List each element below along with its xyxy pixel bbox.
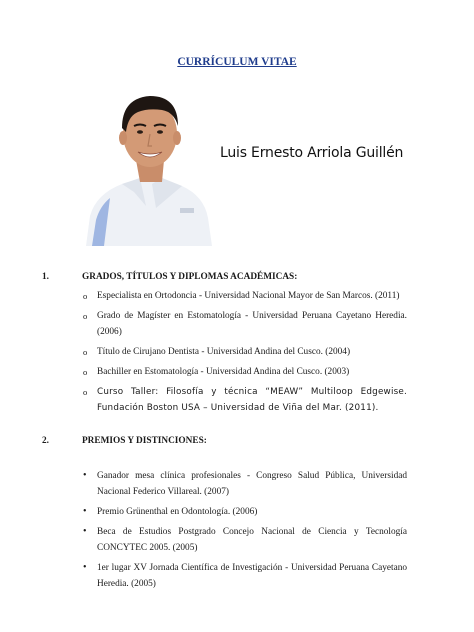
person-name: Luis Ernesto Arriola Guillén (220, 145, 404, 161)
list-item: • Premio Grünenthal en Odontología. (2006) (83, 504, 407, 520)
profile-photo (82, 88, 212, 246)
disc-bullet-icon: • (83, 506, 87, 517)
section-number: 2. (42, 436, 49, 446)
list-item: o Curso Taller: Filosofía y técnica “MEAW” Multiloop Edgewise. Fundación Boston USA – Universidad de Viña del Mar. (2011). (83, 384, 407, 416)
circle-bullet-icon: o (83, 311, 88, 321)
list-item: o Especialista en Ortodoncia - Universidad Nacional Mayor de San Marcos. (2011) (83, 288, 407, 304)
disc-bullet-icon: • (83, 562, 87, 573)
section-title: PREMIOS Y DISTINCIONES: (82, 436, 207, 446)
circle-bullet-icon: o (83, 291, 88, 301)
circle-bullet-icon: o (83, 387, 88, 397)
disc-bullet-icon: • (83, 470, 87, 481)
circle-bullet-icon: o (83, 347, 88, 357)
list-item: • 1er lugar XV Jornada Científica de Investigación - Universidad Peruana Cayetano Heredia. (2005) (83, 562, 407, 589)
document-title: CURRÍCULUM VITAE (177, 56, 297, 68)
list-item: o Grado de Magíster en Estomatología - Universidad Peruana Cayetano Heredia. (2006) (83, 308, 407, 340)
degrees-list (83, 288, 407, 420)
circle-bullet-icon: o (83, 367, 88, 377)
list-item: • Ganador mesa clínica profesionales - Congreso Salud Pública, Universidad Nacional Federico Villareal. (2007) (83, 470, 407, 497)
section-heading-awards (42, 436, 207, 446)
awards-list (83, 468, 407, 596)
section-title: GRADOS, TÍTULOS Y DIPLOMAS ACADÉMICAS: (82, 272, 298, 282)
section-heading-degrees (42, 272, 297, 282)
disc-bullet-icon: • (83, 526, 87, 537)
section-number: 1. (42, 272, 49, 282)
list-item: • Beca de Estudios Postgrado Concejo Nacional de Ciencia y Tecnología CONCYTEC 2005. (2005) (83, 526, 407, 553)
list-item: o Bachiller en Estomatología - Universidad Andina del Cusco. (2003) (83, 364, 407, 380)
list-item: o Título de Cirujano Dentista - Universidad Andina del Cusco. (2004) (83, 344, 407, 360)
